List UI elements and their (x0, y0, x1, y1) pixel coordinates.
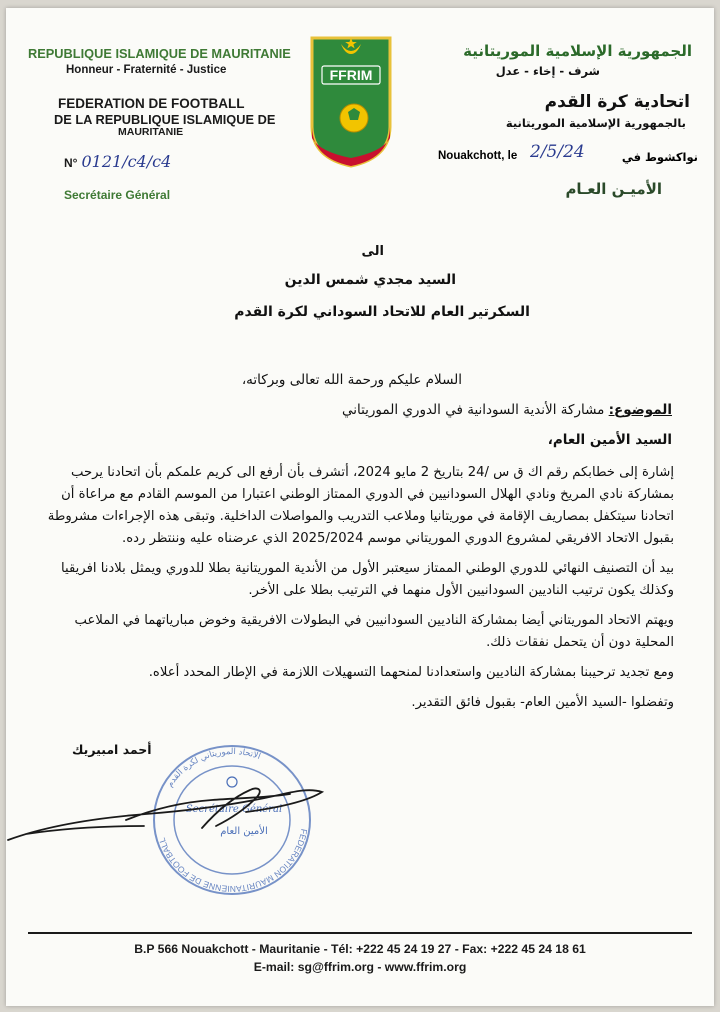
stamp-outer-fr: FEDERATION MAURITANIENNE DE FOOTBALL (156, 828, 310, 895)
subject-text: مشاركة الأندية السودانية في الدوري الموريتاني (341, 402, 605, 418)
date-handwritten: 2/5/24 (530, 142, 585, 162)
federation-fr-line2: DE LA REPUBLIQUE ISLAMIQUE DE (54, 112, 276, 127)
secretary-fr: Secrétaire Général (64, 188, 171, 202)
federation-fr-line1: FEDERATION DE FOOTBALL (58, 96, 245, 111)
secretary-ar: الأميـن العـام (565, 180, 662, 198)
republic-ar: الجمهورية الإسلامية الموريتانية (463, 42, 692, 60)
handwritten-signature (6, 768, 346, 858)
recipient-name: السيد مجدي شمس الدين (284, 272, 456, 288)
recipient-to: الى (361, 244, 384, 259)
footer-divider (28, 932, 692, 934)
number-handwritten: 0121/c4/c4 (81, 152, 172, 171)
republic-fr: REPUBLIQUE ISLAMIQUE DE MAURITANIE (28, 46, 291, 61)
place-ar: نواكشوط في (621, 150, 698, 164)
number-label: N° (64, 156, 78, 170)
subject-label: الموضوع: (608, 402, 672, 418)
letter-body (34, 462, 674, 722)
motto-ar: شرف - إخاء - عدل (495, 64, 600, 78)
signatory-name: أحمد امبيريك (72, 742, 152, 757)
date-line (438, 142, 698, 170)
stamp-inner-ar: الأمين العام (220, 826, 268, 837)
logo-text: FFRIM (329, 67, 373, 83)
federation-ar-line1: اتحادية كرة القدم (544, 92, 690, 112)
paragraph-4: ومع تجديد ترحيبنا بمشاركة الناديين واستعدادنا لمنحهما التسهيلات اللازمة في الإطار المحدد أعلاه. (148, 665, 674, 680)
place-fr: Nouakchott, le (438, 150, 518, 162)
footer-address: B.P 566 Nouakchott - Mauritanie - Tél: +222 45 24 19 27 - Fax: +222 45 24 18 61 (134, 942, 586, 956)
footer-contact: E-mail: sg@ffrim.org - www.ffrim.org (253, 960, 467, 974)
letter-page (6, 8, 714, 1006)
subject-line (342, 402, 672, 418)
stamp-inner-fr: Secrétaire Général (185, 804, 283, 815)
paragraph-1: إشارة إلى خطابكم رقم اك ق س /24 بتاريخ 2 مايو 2024، أتشرف بأن أرفع الى كريم علمكم بأن اتحادنا يرحب بمشاركة نادي المريخ ونادي الهلال السودانيين في الدوري الممتاز الوطني اعتبارا من الموسم القادم مع مراعاة أن اتحادنا سيتكفل بمصاريف الإقامة في موريتانيا وملاعب التدريب والمواصلات الداخلية. وتبقى هذه الإجراءات مشروطة بقبول الاتحاد الافريقي لمشروع الدوري الموريتاني موسم 2025/2024 الذي عرضناه عليه وننتظر رده. (47, 465, 674, 546)
paragraph-2: بيد أن التصنيف النهائي للدوري الوطني الممتاز سيعتبر الأول من الأندية الموريتانية بطلا للدوري ويمثل بلادنا افريقيا وكذلك يكون ترتيب الناديين السودانيين الأول منهما في الترتيب بطلا على الأخر. (60, 561, 674, 598)
reference-number (64, 152, 171, 171)
recipient-title: السكرتير العام للاتحاد السوداني لكرة القدم (234, 304, 530, 320)
salutation: السيد الأمين العام، (547, 432, 672, 448)
motto-fr: Honneur - Fraternité - Justice (66, 64, 227, 76)
greeting: السلام عليكم ورحمة الله تعالى وبركاته، (241, 372, 462, 388)
stamp-outer-ar: الاتحاد الموريتاني لكرة القدم (165, 746, 262, 790)
paragraph-5: وتفضلوا -السيد الأمين العام- بقبول فائق التقدير. (411, 695, 674, 710)
federation-ar-line2: بالجمهورية الإسلامية الموريتانية (505, 116, 686, 130)
federation-fr-line3: MAURITANIE (118, 126, 184, 138)
ffrim-logo (308, 34, 394, 168)
paragraph-3: ويهتم الاتحاد الموريتاني أيضا بمشاركة الناديين السودانيين في البطولات الافريقية وخوض مبارياتهما في الملاعب المحلية دون أن يتحمل نفقات ذلك. (74, 613, 674, 650)
